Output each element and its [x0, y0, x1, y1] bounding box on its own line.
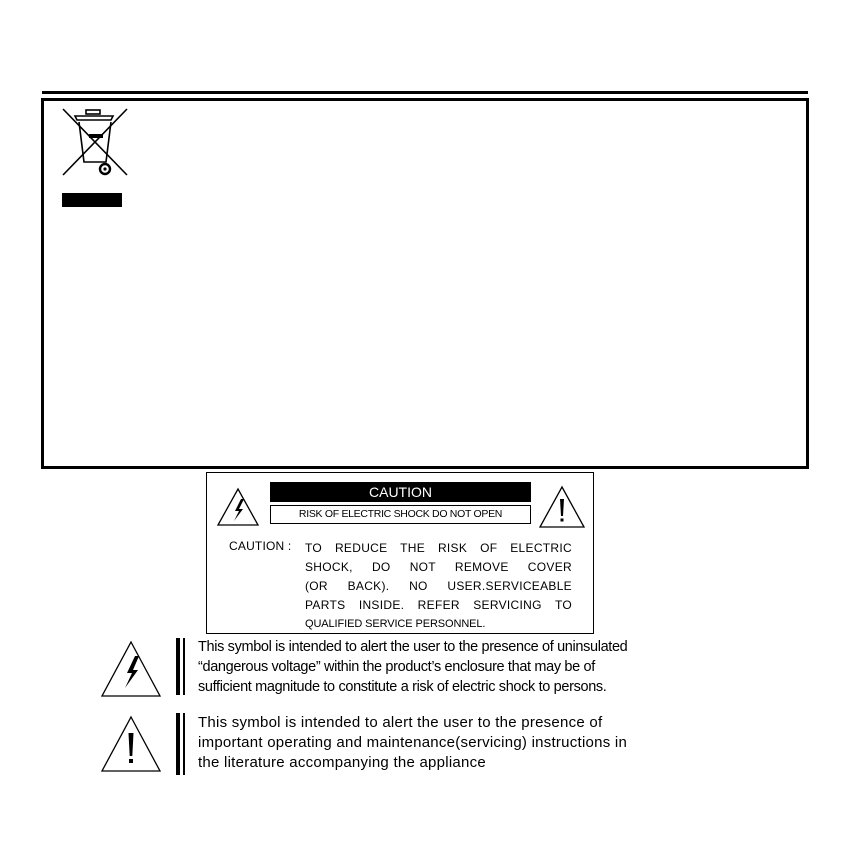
lightning-triangle-icon — [100, 640, 162, 698]
double-bar — [176, 638, 186, 695]
symbol-description: This symbol is intended to alert the user to the presence of important operating and maintenance(servicing) instructions in the literature accompanying the appliance — [198, 714, 628, 771]
caution-line: PARTS INSIDE. REFER SERVICING TO — [305, 598, 572, 612]
exclamation-triangle-icon — [100, 715, 162, 773]
symbol-description: This symbol is intended to alert the user to the presence of uninsulated “dangerous voltage” within the product’s enclosure that may be of sufficient magnitude to constitute a risk of electric shock to persons. — [198, 639, 628, 695]
crossed-out-wheelie-bin-icon — [61, 107, 131, 177]
top-rule — [42, 91, 808, 94]
caution-text — [305, 539, 572, 634]
caution-line: SHOCK, DO NOT REMOVE COVER — [305, 560, 572, 574]
caution-line: (OR BACK). NO USER.SERVICEABLE — [305, 579, 572, 593]
symbol-explanation-voltage — [100, 636, 740, 698]
caution-prefix: CAUTION : — [229, 539, 292, 553]
caution-header: CAUTION — [270, 482, 531, 502]
caution-line: TO REDUCE THE RISK OF ELECTRIC — [305, 541, 572, 555]
lightning-triangle-icon — [216, 487, 260, 527]
exclamation-triangle-icon — [538, 485, 586, 529]
weee-black-bar — [62, 193, 122, 207]
caution-label — [206, 472, 594, 634]
caution-line: QUALIFIED SERVICE PERSONNEL. — [305, 618, 486, 630]
symbol-explanation-instructions — [100, 713, 740, 779]
weee-notice-box — [41, 98, 809, 469]
double-bar — [176, 713, 186, 775]
risk-of-shock-line: RISK OF ELECTRIC SHOCK DO NOT OPEN — [270, 505, 531, 524]
